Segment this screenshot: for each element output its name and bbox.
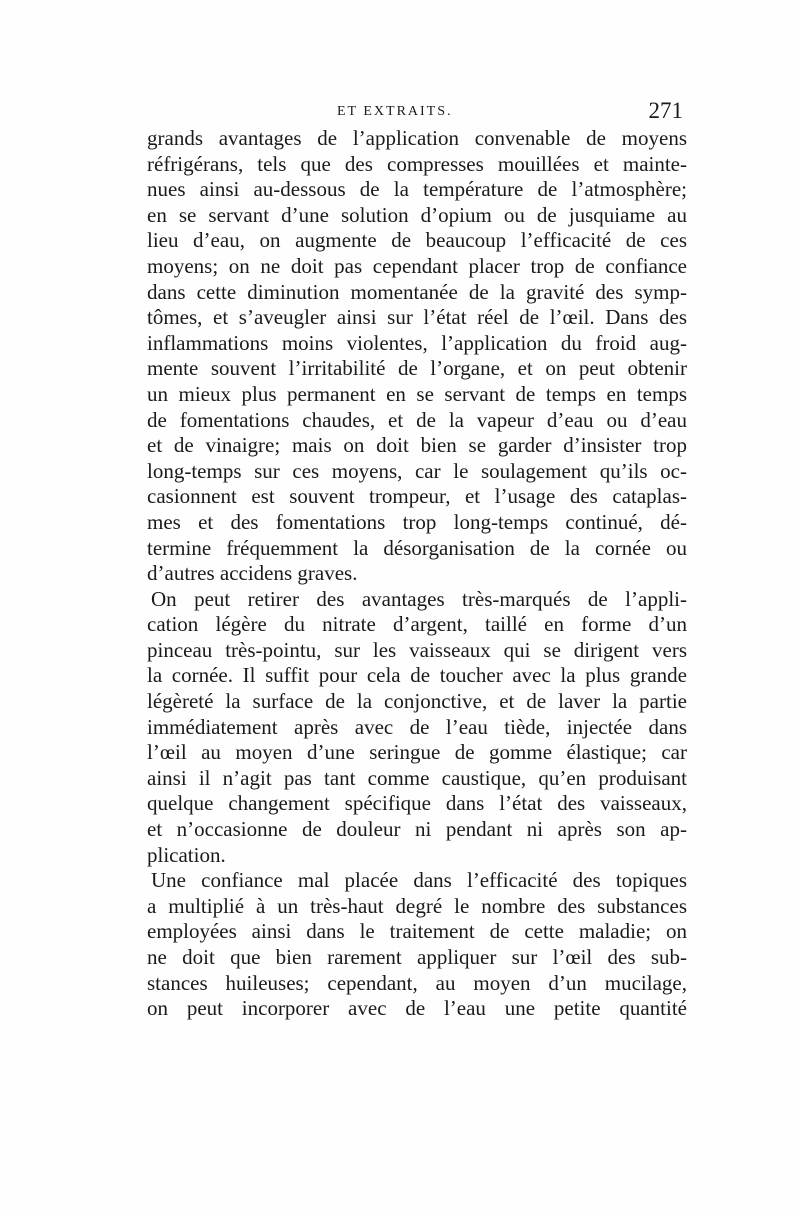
- text-line: un mieux plus permanent en se servant de temps en temps: [147, 381, 687, 406]
- text-line: moyens; on ne doit pas cependant placer trop de confiance: [147, 253, 687, 278]
- text-line: termine fréquemment la désorganisation de la cornée ou: [147, 535, 687, 560]
- text-line: l’œil au moyen d’une seringue de gomme élastique; car: [147, 740, 687, 765]
- text-line: quelque changement spécifique dans l’état des vaisseaux,: [147, 791, 687, 816]
- text-line: mes et des fomentations trop long-temps continué, dé-: [147, 509, 687, 534]
- text-line: ainsi il n’agit pas tant comme caustique, qu’en produisant: [147, 765, 687, 790]
- text-line: pinceau très-pointu, sur les vaisseaux qui se dirigent vers: [147, 637, 687, 662]
- paragraph: [147, 868, 687, 1022]
- page-number: 271: [648, 98, 683, 123]
- text-line: inflammations moins violentes, l’application du froid aug-: [147, 330, 687, 355]
- paragraph: [147, 587, 687, 869]
- text-line: employées ainsi dans le traitement de cette maladie; on: [147, 919, 687, 944]
- text-line: nues ainsi au-dessous de la température de l’atmosphère;: [147, 177, 687, 202]
- text-line: la cornée. Il suffit pour cela de toucher avec la plus grande: [147, 663, 687, 688]
- text-line: et n’occasionne de douleur ni pendant ni après son ap-: [147, 817, 687, 842]
- text-line: de fomentations chaudes, et de la vapeur d’eau ou d’eau: [147, 407, 687, 432]
- text-line: immédiatement après avec de l’eau tiède, injectée dans: [147, 714, 687, 739]
- text-line: grands avantages de l’application convenable de moyens: [147, 126, 687, 150]
- text-line: et de vinaigre; mais on doit bien se garder d’insister trop: [147, 433, 687, 458]
- text-line: plication.: [147, 842, 226, 867]
- text-line: réfrigérans, tels que des compresses mouillées et mainte-: [147, 151, 687, 176]
- text-line: légèreté la surface de la conjonctive, et de laver la partie: [147, 689, 687, 714]
- text-line: lieu d’eau, on augmente de beaucoup l’efficacité de ces: [147, 228, 687, 253]
- text-line: casionnent est souvent trompeur, et l’usage des cataplas-: [147, 484, 687, 509]
- text-line: tômes, et s’aveugler ainsi sur l’état réel de l’œil. Dans des: [147, 305, 687, 330]
- body-text: [147, 126, 687, 1022]
- text-line: mente souvent l’irritabilité de l’organe, et on peut obtenir: [147, 356, 687, 381]
- text-line: en se servant d’une solution d’opium ou de jusquiame au: [147, 202, 687, 227]
- running-title: ET EXTRAITS.: [337, 104, 453, 119]
- text-line: ne doit que bien rarement appliquer sur l’œil des sub-: [147, 945, 687, 969]
- text-line: Une confiance mal placée dans l’efficacité des topiques: [151, 868, 687, 893]
- text-line: long-temps sur ces moyens, car le soulagement qu’ils oc-: [147, 458, 687, 483]
- text-line: dans cette diminution momentanée de la gravité des symp-: [147, 279, 687, 304]
- paragraph-continued: [147, 126, 687, 587]
- text-line: a multiplié à un très-haut degré le nombre des substances: [147, 893, 687, 918]
- text-line: on peut incorporer avec de l’eau une petite quantité: [147, 996, 687, 1021]
- text-line: d’autres accidens graves.: [147, 561, 358, 586]
- running-header: [147, 98, 683, 128]
- text-line: stances huileuses; cependant, au moyen d’un mucilage,: [147, 970, 687, 995]
- text-line: cation légère du nitrate d’argent, taillé en forme d’un: [147, 612, 687, 637]
- text-line: On peut retirer des avantages très-marqués de l’appli-: [151, 586, 687, 611]
